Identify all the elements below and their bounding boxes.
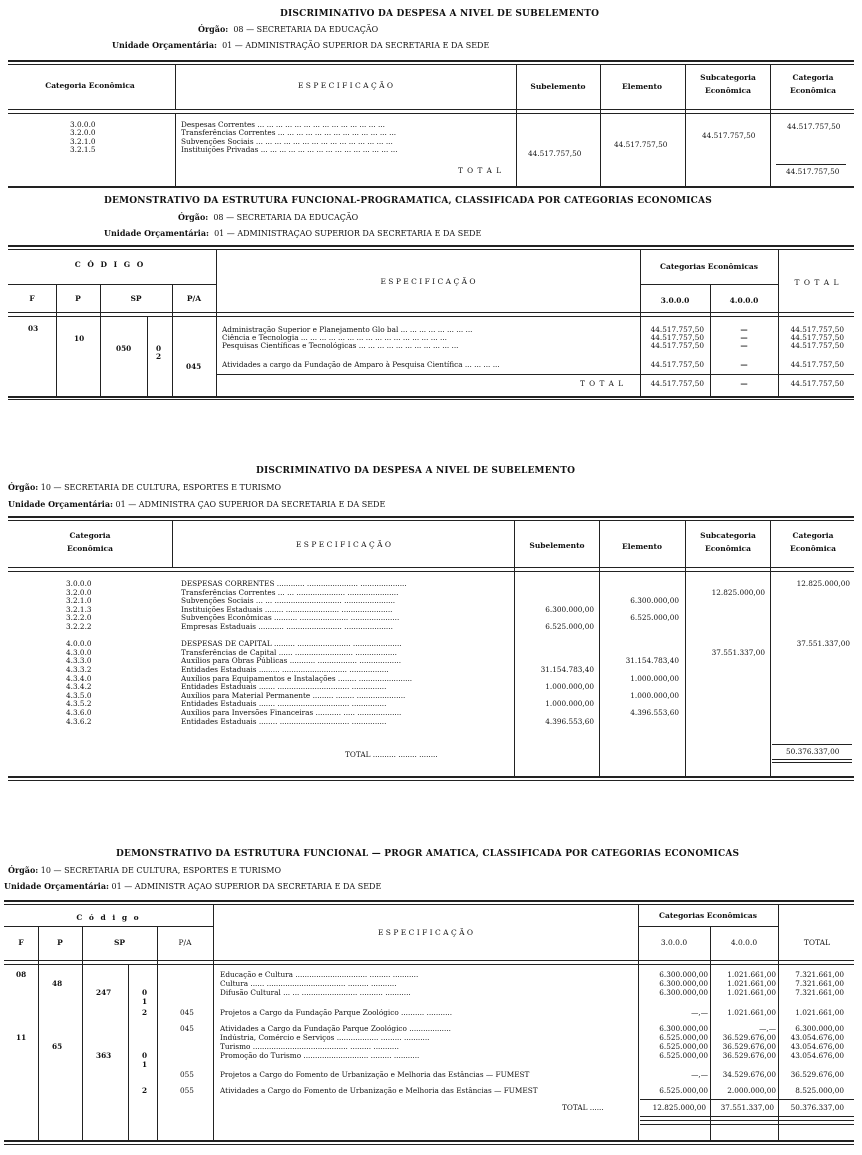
cell-code: 3.2.1.0 <box>66 597 92 606</box>
cell-code: 4.3.4.0 <box>66 674 92 683</box>
col-header-3000: 3.0.0.0 <box>660 296 690 305</box>
cell-v3: 6.300.000,00 <box>659 988 708 997</box>
cell-p: 65 <box>52 1042 63 1051</box>
elemento-value: 44.517.757,50 <box>614 140 668 149</box>
total-3000: 12.825.000,00 <box>652 1103 706 1112</box>
subelemento-value: 44.517.757,50 <box>528 149 582 158</box>
section-4-orgao: Órgão: 10 — SECRETARIA DE CULTURA, ESPORTES E TURISMO <box>8 865 282 875</box>
cell-code: 4.3.3.0 <box>66 657 92 666</box>
col-header-total: T O T A L <box>794 278 840 287</box>
code-sp: 050 <box>116 344 132 353</box>
col-header-categoria-economica: Categoria Econômica <box>790 73 836 96</box>
table-row <box>8 597 854 606</box>
cell-esp: Educação e Cultura ............................... ......... ........... <box>220 970 419 979</box>
col-header-elemento: Elemento <box>622 542 662 551</box>
cell-esp: Difusão Cultural ... ... ........................ .......... ........... <box>220 988 411 997</box>
col-header-sp: SP <box>130 294 142 303</box>
cell-vt: 36.529.676,00 <box>790 1070 844 1079</box>
cell-sub: 6.525.000,00 <box>545 623 594 631</box>
cell-esp: Auxílios para Material Permanente ......... ........ ..................... <box>181 691 406 700</box>
col-header-categoria: Categoria Econômica <box>45 81 135 90</box>
total-4000: 37.551.337,00 <box>720 1103 774 1112</box>
table-row <box>4 1086 854 1095</box>
table-row <box>4 1008 854 1017</box>
cell-sps: 2 <box>142 1086 148 1095</box>
col-header-p: P <box>57 938 63 947</box>
col-header-codigo: C Ó D I G O <box>74 260 146 269</box>
cell-vt: 1.021.661,00 <box>795 1008 844 1017</box>
cell-ele: 31.154.783,40 <box>625 657 679 666</box>
cell-esp: Promoção do Turismo ............................ ......... ........... <box>220 1051 420 1060</box>
cell-pa: 055 <box>180 1086 194 1095</box>
cell-v3: 6.300.000,00 <box>659 970 708 979</box>
cell-vt: 7.321.661,00 <box>795 970 844 979</box>
cell-sp: 363 <box>96 1051 112 1060</box>
cell-esp: Auxílios para Inversões Financeiras ........... ..... ................... <box>181 709 402 717</box>
cell-ele: 4.396.553,60 <box>630 709 679 717</box>
total-value: 50.376.337,00 <box>786 747 840 756</box>
cell-vt: 43.054.676,00 <box>790 1051 844 1060</box>
cell-code: 3.2.2.2 <box>66 623 92 631</box>
col-header-4000: 4.0.0.0 <box>730 938 758 947</box>
col-header-especificacao: E S P E C I F I C A Ç Ã O <box>380 277 476 286</box>
cell-esp: Transferências de Capital ...... ......................... .................. <box>181 648 397 657</box>
section-4-unidade: Unidade Orçamentária: 01 — ADMINISTR AÇAO SUPERIOR DA SECRETARIA E DA SEDE <box>4 881 382 891</box>
cell-code: 4.3.5.2 <box>66 700 92 709</box>
total-value: 50.376.337,00 <box>790 1103 844 1112</box>
cell-catec: 37.551.337,00 <box>796 640 850 649</box>
cell-code: 3.2.1.3 <box>66 605 92 614</box>
values-3000: 44.517.757,50 44.517.757,50 44.517.757,50 44.517.757,50 <box>650 325 704 369</box>
section-1-unidade: Unidade Orçamentária: 01 — ADMINISTRAÇÃO SUPERIOR DA SECRETARIA E DA SEDE <box>112 40 490 50</box>
cell-sps: 1 <box>142 1060 148 1069</box>
cell-catec: 12.825.000,00 <box>796 580 850 588</box>
col-header-subelemento: Subelemento <box>530 82 586 91</box>
code-p: 10 <box>74 334 85 343</box>
subcategoria-value: 44.517.757,50 <box>702 131 756 140</box>
table-row <box>8 657 854 666</box>
cell-vt: 6.300.000,00 <box>795 1024 844 1033</box>
cell-code: 3.2.0.0 <box>66 588 92 597</box>
cell-esp: Subvenções Sociais ... ... ............................. ...................... <box>181 597 396 606</box>
col-header-p: P <box>75 294 81 303</box>
section-2-orgao: Órgão: 08 — SECRETARIA DA EDUCAÇÃO <box>178 212 359 222</box>
table-row <box>4 988 854 997</box>
cell-esp: DESPESAS DE CAPITAL ......... ....................... ..................... <box>181 640 402 649</box>
table-row <box>4 1060 854 1069</box>
table-row <box>4 979 854 988</box>
item-list: Despesas Correntes ... ... ... ... ... ... ... ... ... ... ... ... ... ... Transferências Correntes ... ... ... ... ... ... ... ... ... ... ... ... ... Subvenções Sociais ... ... ... ... ... ... ... ... ... ... ... ... ... ... ... Instituições Privadas ... ... ... ... ... ... ... ... ... ... ... ... ... ... ... <box>181 121 398 155</box>
cell-v3: 6.300.000,00 <box>659 979 708 988</box>
cell-esp: Entidades Estaduais ........ .............................. ............... <box>181 717 387 726</box>
cell-v4: 34.529.676,00 <box>722 1070 776 1079</box>
table-row <box>4 1051 854 1060</box>
categoria-value: 44.517.757,50 <box>787 122 841 131</box>
cell-code: 4.3.5.0 <box>66 691 92 700</box>
cell-vt: 7.321.661,00 <box>795 988 844 997</box>
total-4000: — <box>740 379 748 388</box>
col-header-categorias: Categorias Econômicas <box>659 911 757 920</box>
section-1-orgao: Órgão: 08 — SECRETARIA DA EDUCAÇÃO <box>198 24 379 34</box>
table-row <box>8 632 854 641</box>
cell-code: 4.3.0.0 <box>66 648 92 657</box>
cell-sps: 1 <box>142 997 148 1006</box>
table-row <box>8 640 854 649</box>
cell-pa: 045 <box>180 1008 194 1017</box>
table-row <box>8 614 854 623</box>
col-header-3000: 3.0.0.0 <box>660 938 688 947</box>
cell-f: 11 <box>16 1033 27 1042</box>
cell-p: 48 <box>52 979 63 988</box>
cell-sub: 1.000.000,00 <box>545 700 594 709</box>
cell-esp: Projetos a Cargo do Fomento de Urbanização e Melhoria das Estâncias — FUMEST <box>220 1070 530 1079</box>
cell-code: 4.3.6.0 <box>66 709 92 717</box>
table-row <box>4 970 854 979</box>
cell-code: 4.3.6.2 <box>66 717 92 726</box>
cell-subcat: 12.825.000,00 <box>711 588 765 597</box>
section-1-title: DISCRIMINATIVO DA DESPESA A NIVEL DE SUBELEMENTO <box>280 9 600 19</box>
section-3-unidade: Unidade Orçamentária: 01 — ADMINISTRA ÇAO SUPERIOR DA SECRETARIA E DA SEDE <box>8 499 386 509</box>
table-row <box>8 718 854 727</box>
table-row <box>8 580 854 589</box>
col-header-categorias: Categorias Econômicas <box>660 262 758 271</box>
cell-vt: 43.054.676,00 <box>790 1033 844 1042</box>
cell-f: 08 <box>16 970 27 979</box>
cell-code: 3.0.0.0 <box>66 580 92 588</box>
cell-esp: Entidades Estaduais ....... ............................... ............... <box>181 700 387 709</box>
table-row <box>8 683 854 692</box>
table-row <box>8 666 854 675</box>
total-label: T O T A L <box>458 166 503 175</box>
cell-code: 4.3.4.2 <box>66 683 92 692</box>
col-header-categoria-economica: Categoria Econômica <box>790 531 836 554</box>
cell-esp: Entidades Estaduais ......... ............................ ................. <box>181 666 389 674</box>
cell-esp: Subvenções Econômicas .......... ..................... ..................... <box>181 614 400 623</box>
cell-esp: Atividades a Cargo do Fomento de Urbanização e Melhoria das Estâncias — FUMEST <box>220 1086 538 1095</box>
cell-pa: 045 <box>180 1024 194 1033</box>
cell-sub: 1.000.000,00 <box>545 683 594 692</box>
col-header-pa: P/A <box>178 938 192 947</box>
table-row <box>4 997 854 1006</box>
col-header-4000: 4.0.0.0 <box>729 296 759 305</box>
table-row <box>8 649 854 658</box>
table-row <box>8 623 854 632</box>
table-row <box>8 589 854 598</box>
cell-esp: Auxílios para Equipamentos e Instalações ........ ....................... <box>181 674 413 683</box>
total-label: TOTAL .......... ........ ........ <box>345 750 438 759</box>
cell-v4: 2.000.000,00 <box>727 1086 776 1095</box>
cell-esp: Cultura ...... .................................. ......... ........... <box>220 979 397 988</box>
cell-v3: —,— <box>691 1070 708 1079</box>
table-row <box>8 692 854 701</box>
cell-v4: 1.021.661,00 <box>727 970 776 979</box>
cell-ele: 1.000.000,00 <box>630 691 679 700</box>
col-header-pa: P/A <box>186 294 202 303</box>
cell-v4: 36.529.676,00 <box>722 1042 776 1051</box>
col-header-codigo: C ó d i g o <box>76 913 141 922</box>
total-value: 44.517.757,50 <box>786 167 840 176</box>
cell-esp: Empresas Estaduais ........... ........................ ..................... <box>181 623 393 631</box>
col-header-f: F <box>29 294 35 303</box>
total-3000: 44.517.757,50 <box>650 379 704 388</box>
total-label: TOTAL ...... <box>562 1103 604 1112</box>
section-4-title: DEMONSTRATIVO DA ESTRUTURA FUNCIONAL — PROGR AMATICA, CLASSIFICADA POR CATEGORIAS ECONOMICAS <box>116 849 740 859</box>
cell-sps: 0 <box>142 1051 148 1060</box>
cell-code: 4.0.0.0 <box>66 640 92 649</box>
col-header-sp: SP <box>113 938 126 947</box>
total-label: T O T A L <box>580 379 625 388</box>
cell-esp: Turismo ......................................... ......... ........... <box>220 1042 399 1051</box>
code-pa: 045 <box>186 362 202 371</box>
code-sp-sub: 0 2 <box>156 344 162 362</box>
table-row <box>4 1033 854 1042</box>
code-f: 03 <box>28 324 39 333</box>
section-2-title: DEMONSTRATIVO DA ESTRUTURA FUNCIONAL-PROGRAMATICA, CLASSIFICADA POR CATEGORIAS ECONOMICAS <box>104 196 712 206</box>
cell-vt: 8.525.000,00 <box>795 1086 844 1095</box>
col-header-especificacao: E S P E C I F I C A Ç Ã O <box>377 928 474 937</box>
col-header-subcategoria: Subcategoria Econômica <box>700 73 756 96</box>
col-header-total: TOTAL <box>803 938 831 947</box>
cell-code: 3.2.2.0 <box>66 614 92 623</box>
values-total: 44.517.757,50 44.517.757,50 44.517.757,50 44.517.757,50 <box>790 325 844 369</box>
cell-esp: Entidades Estaduais ....... ............................... ............... <box>181 683 387 692</box>
cell-v4: 1.021.661,00 <box>727 979 776 988</box>
cell-ele: 6.300.000,00 <box>630 597 679 606</box>
col-header-especificacao: E S P E C I F I C A Ç Ã O <box>295 540 392 549</box>
cell-v3: 6.525.000,00 <box>659 1086 708 1095</box>
section-2-unidade: Unidade Orçamentária: 01 — ADMINISTRAÇAO SUPERIOR DA SECRETARIA E DA SEDE <box>104 228 482 238</box>
cell-sub: 4.396.553,60 <box>545 717 594 726</box>
table-row <box>4 1070 854 1079</box>
cell-ele: 6.525.000,00 <box>630 614 679 623</box>
section-3-orgao: Órgão: 10 — SECRETARIA DE CULTURA, ESPORTES E TURISMO <box>8 482 282 492</box>
cell-v3: 6.525.000,00 <box>659 1042 708 1051</box>
cell-v4: —,— <box>759 1024 776 1033</box>
table-row <box>8 709 854 718</box>
cell-v3: 6.525.000,00 <box>659 1051 708 1060</box>
cell-esp: Indústria, Comércio e Serviços .................. ......... ........... <box>220 1033 430 1042</box>
cell-v4: 36.529.676,00 <box>722 1051 776 1060</box>
cell-v4: 1.021.661,00 <box>727 1008 776 1017</box>
cell-v3: —,— <box>691 1008 708 1017</box>
cell-code: 4.3.3.2 <box>66 666 92 674</box>
cell-esp: Instituições Estaduais ........ ....................... ...................... <box>181 605 393 614</box>
col-header-f: F <box>18 938 24 947</box>
col-header-categoria: Categoria Econômica <box>67 531 113 554</box>
cell-v3: 6.525.000,00 <box>659 1033 708 1042</box>
col-header-especificacao: E S P E C I F I C A Ç Ã O <box>297 81 394 90</box>
total-value: 44.517.757,50 <box>790 379 844 388</box>
cell-subcat: 37.551.337,00 <box>711 648 765 657</box>
cell-v4: 1.021.661,00 <box>727 988 776 997</box>
cell-v4: 36.529.676,00 <box>722 1033 776 1042</box>
table-row <box>8 675 854 684</box>
col-header-subcategoria: Subcategoria Econômica <box>700 531 756 554</box>
cell-esp: Auxílios para Obras Públicas ........... ................. .................. <box>181 657 402 666</box>
table-row <box>4 1024 854 1033</box>
item-list: Administração Superior e Planejamento Glo bal ... ... ... ... ... ... ... ... Ciência e Tecnologia ... ... ... ... ... ... ... ... ... ... ... ... ... ... ... ... Pesquisas Científicas e Tecnológicas ... ... ... ... ... ... ... ... ... ... ... Atividades a cargo da Fundação de Amparo à Pesquisa Científica ... ... ... ... <box>222 326 500 369</box>
cell-esp: DESPESAS CORRENTES ............ ...................... .................... <box>181 580 407 588</box>
cell-sps: 0 <box>142 988 148 997</box>
cell-esp: Transferências Correntes ... ... ..................... ...................... <box>181 588 399 597</box>
cell-ele: 1.000.000,00 <box>630 674 679 683</box>
table-row <box>8 700 854 709</box>
cell-esp: Projetos a Cargo da Fundação Parque Zoológico .......... ........... <box>220 1008 453 1017</box>
cell-v3: 6.300.000,00 <box>659 1024 708 1033</box>
cell-sub: 31.154.783,40 <box>540 666 594 674</box>
cell-vt: 43.054.676,00 <box>790 1042 844 1051</box>
col-header-elemento: Elemento <box>622 82 662 91</box>
section-3-title: DISCRIMINATIVO DA DESPESA A NIVEL DE SUBELEMENTO <box>256 466 576 476</box>
cell-sp: 247 <box>96 988 112 997</box>
cell-esp: Atividades a Cargo da Fundação Parque Zoológico .................. <box>220 1024 451 1033</box>
cell-sub: 6.300.000,00 <box>545 605 594 614</box>
cell-vt: 7.321.661,00 <box>795 979 844 988</box>
values-4000: — — — — <box>740 325 748 369</box>
col-header-subelemento: Subelemento <box>529 541 585 550</box>
table-row <box>4 1042 854 1051</box>
code-list: 3.0.0.0 3.2.0.0 3.2.1.0 3.2.1.5 <box>70 120 96 155</box>
cell-pa: 055 <box>180 1070 194 1079</box>
cell-sps: 2 <box>142 1008 148 1017</box>
table-row <box>8 606 854 615</box>
